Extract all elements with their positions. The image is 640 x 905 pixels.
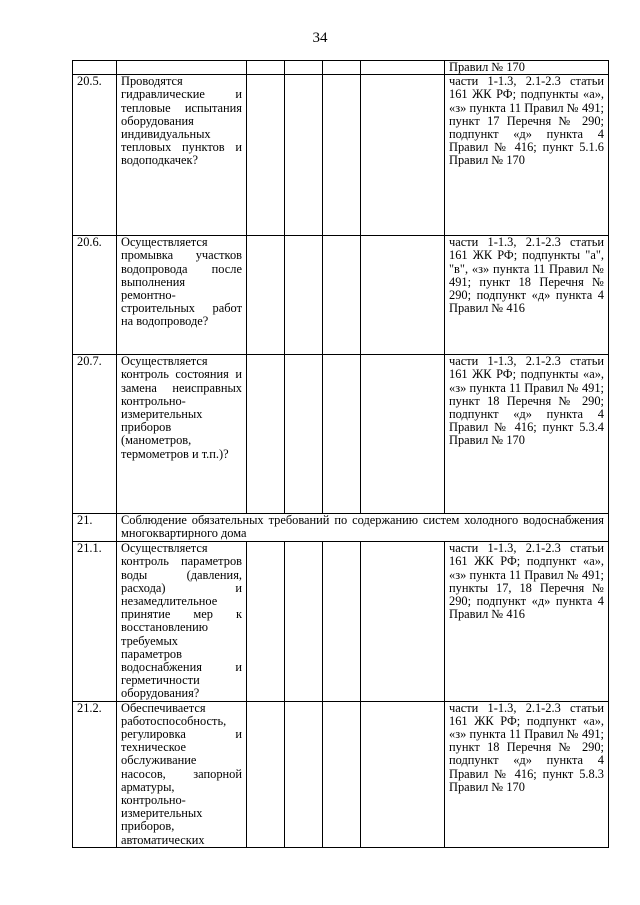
cell-note [361,542,445,701]
cell-question: Осуществляется контроль состояния и замена неисправных контрольно-измерительных приборов (манометров, термометров и т.п.)? [117,355,247,514]
cell-number: 20.7. [73,355,117,514]
cell-answer-na [323,701,361,847]
cell-answer-yes [247,355,285,514]
cell-question: Осуществляется контроль параметров воды (давления, расхода) и незамедлительное принятие мер к восстановлению требуемых параметров водоснабжения и герметичности оборудования? [117,542,247,701]
cell-question: Обеспечивается работоспособность, регулировка и техническое обслуживание насосов, запорной арматуры, контрольно-измерительных приборов, автоматических [117,701,247,847]
cell-number: 20.6. [73,236,117,355]
table-row-continuation [73,61,609,75]
cell-question: Проводятся гидравлические и тепловые испытания оборудования индивидуальных тепловых пунктов и водоподкачек? [117,75,247,236]
cell-note [361,61,445,75]
cell-answer-yes [247,542,285,701]
table-row [73,701,609,847]
cell-reference: части 1-1.3, 2.1-2.3 статьи 161 ЖК РФ; подпункт «а», «з» пункта 11 Правил № 491; пункт 18 Перечня № 290; подпункт «д» пункта 4 Правил № 416; пункт 5.8.3 Правил № 170 [445,701,609,847]
page-number: 34 [312,30,328,46]
cell-section-title: Соблюдение обязательных требований по содержанию систем холодного водоснабжения многоквартирного дома [117,514,609,542]
cell-answer-no [285,75,323,236]
cell-answer-na [323,236,361,355]
cell-note [361,75,445,236]
cell-question [117,61,247,75]
table-row [73,355,609,514]
cell-answer-yes [247,75,285,236]
table-row [73,236,609,355]
cell-reference: части 1-1.3, 2.1-2.3 статьи 161 ЖК РФ; подпункты "а", "в", «з» пункта 11 Правил № 491; пункт 18 Перечня № 290; подпункт «д» пункта 4 Правил № 416 [445,236,609,355]
cell-note [361,701,445,847]
cell-note [361,355,445,514]
cell-number: 21.1. [73,542,117,701]
cell-answer-no [285,701,323,847]
cell-number: 21.2. [73,701,117,847]
table-row-section [73,514,609,542]
cell-answer-yes [247,236,285,355]
cell-question: Осуществляется промывка участков водопровода после выполнения ремонтно-строительных работ на водопроводе? [117,236,247,355]
cell-number: 21. [73,514,117,542]
cell-answer-na [323,542,361,701]
cell-answer-yes [247,61,285,75]
cell-answer-na [323,75,361,236]
cell-number [73,61,117,75]
checklist-table [72,60,609,848]
cell-answer-no [285,355,323,514]
cell-answer-no [285,61,323,75]
cell-answer-no [285,236,323,355]
cell-answer-na [323,355,361,514]
cell-reference: части 1-1.3, 2.1-2.3 статьи 161 ЖК РФ; подпункт «а», «з» пункта 11 Правил № 491; пункты 17, 18 Перечня № 290; подпункт «д» пункта 4 Правил № 416 [445,542,609,701]
cell-reference: Правил № 170 [445,61,609,75]
cell-answer-no [285,542,323,701]
cell-answer-na [323,61,361,75]
cell-note [361,236,445,355]
cell-reference: части 1-1.3, 2.1-2.3 статьи 161 ЖК РФ; подпункты «а», «з» пункта 11 Правил № 491; пункт 17 Перечня № 290; подпункт «д» пункта 4 Правил № 416; пункт 5.1.6 Правил № 170 [445,75,609,236]
cell-answer-yes [247,701,285,847]
cell-number: 20.5. [73,75,117,236]
cell-reference: части 1-1.3, 2.1-2.3 статьи 161 ЖК РФ; подпункты «а», «з» пункта 11 Правил № 491; пункт 18 Перечня № 290; подпункт «д» пункта 4 Правил № 416; пункт 5.3.4 Правил № 170 [445,355,609,514]
table-row [73,75,609,236]
table-row [73,542,609,701]
